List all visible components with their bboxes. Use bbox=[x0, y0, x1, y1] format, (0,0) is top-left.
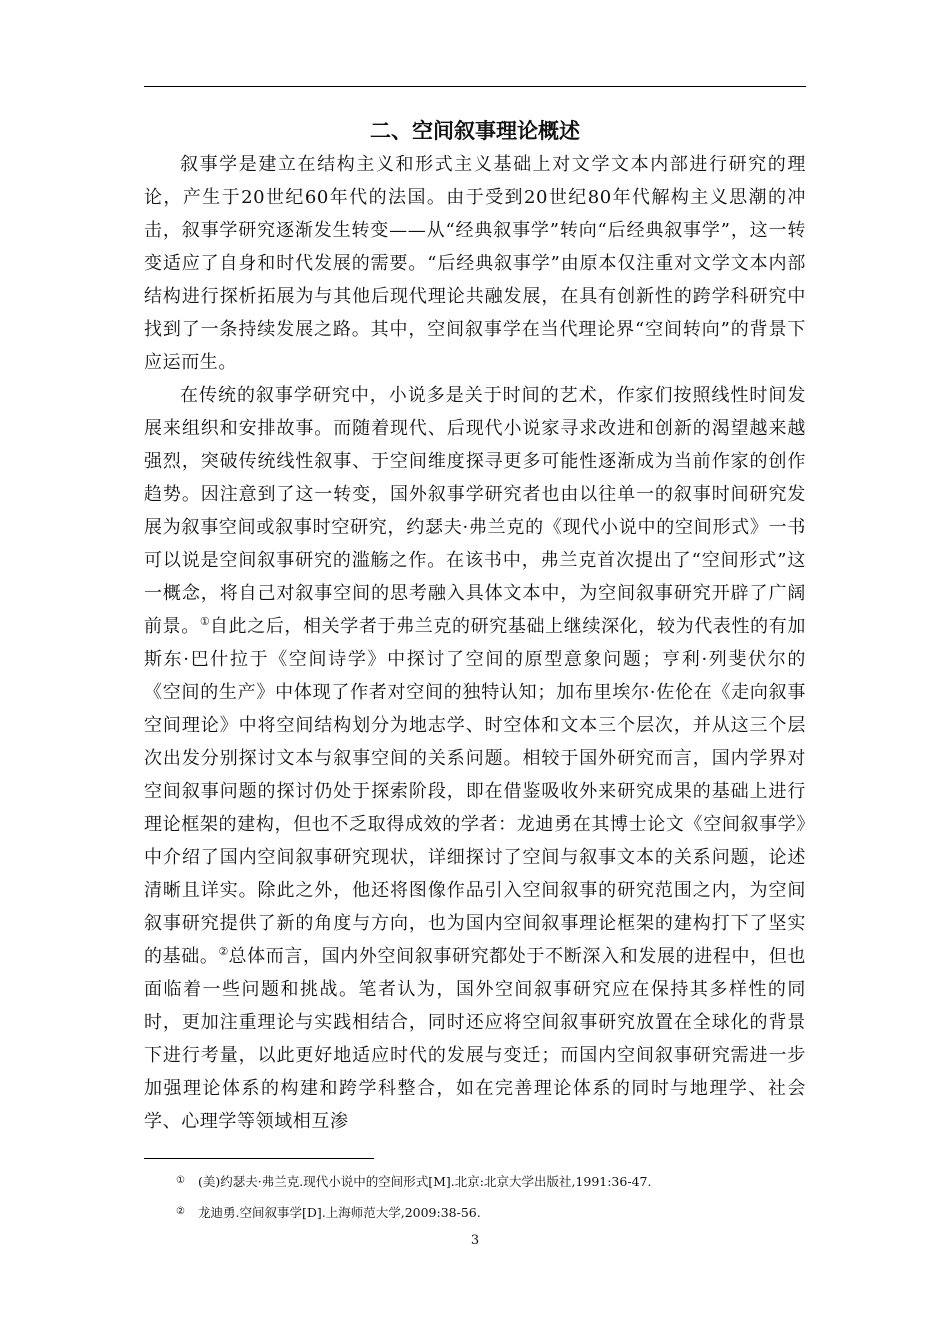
paragraph-text: 在传统的叙事学研究中，小说多是关于时间的艺术，作家们按照线性时间发展来组织和安排故事。而随着现代、后现代小说家寻求改进和创新的渴望越来越强烈，突破传统线性叙事、于空间维度探寻更多可能性逐渐成为当前作家的创作趋势。因注意到了这一转变，国外叙事学研究者也由以往单一的叙事时间研究发展为叙事空间或叙事时空研究，约瑟夫·弗兰克的《现代小说中的空间形式》一书可以说是空间叙事研究的滥觞之作。在该书中，弗兰克首次提出了“空间形式”这一概念，将自己对叙事空间的思考融入具体文本中，为空间叙事研究开辟了广阔前景。 bbox=[144, 385, 806, 637]
paragraph-text: 叙事学是建立在结构主义和形式主义基础上对文学文本内部进行研究的理论，产生于20世纪60年代的法国。由于受到20世纪80年代解构主义思潮的冲击，叙事学研究逐渐发生转变——从“经典叙事学”转向“后经典叙事学”，这一转变适应了自身和时代发展的需要。“后经典叙事学”由原本仅注重对文学文本内部结构进行探析拓展为与其他后现代理论共融发展，在具有创新性的跨学科研究中找到了一条持续发展之路。其中，空间叙事学在当代理论界“空间转向”的背景下应运而生。 bbox=[144, 154, 806, 373]
footnote-2 bbox=[176, 1203, 806, 1222]
section-title: 二、空间叙事理论概述 bbox=[370, 119, 580, 143]
paragraph-text: 总体而言，国内外空间叙事研究都处于不断深入和发展的进程中，但也面临着一些问题和挑战。笔者认为，国外空间叙事研究应在保持其多样性的同时，更加注重理论与实践相结合，同时还应将空间叙事研究放置在全球化的背景下进行考量，以此更好地适应时代的发展与变迁；而国内空间叙事研究需进一步加强理论体系的构建和跨学科整合，如在完善理论体系的同时与地理学、社会学、心理学等领域相互渗 bbox=[144, 946, 806, 1132]
footnote-mark: ① bbox=[176, 1175, 185, 1186]
body-text bbox=[144, 148, 806, 1138]
footnote-text: 龙迪勇.空间叙事学[D].上海师范大学,2009:38-56. bbox=[198, 1205, 481, 1220]
header-rule bbox=[144, 86, 806, 87]
footnote-mark: ② bbox=[176, 1206, 185, 1217]
paragraph-text: 自此之后，相关学者于弗兰克的研究基础上继续深化，较为代表性的有加斯东·巴什拉于《空间诗学》中探讨了空间的原型意象问题；亨利·列斐伏尔的《空间的生产》中体现了作者对空间的独特认知；加布里埃尔·佐伦在《走向叙事空间理论》中将空间结构划分为地志学、时空体和文本三个层次，并从这三个层次出发分别探讨文本与叙事空间的关系问题。相较于国外研究而言，国内学界对空间叙事问题的探讨仍处于探索阶段，即在借鉴吸收外来研究成果的基础上进行理论框架的建构，但也不乏取得成效的学者：龙迪勇在其博士论文《空间叙事学》中介绍了国内空间叙事研究现状，详细探讨了空间与叙事文本的关系问题，论述清晰且详实。除此之外，他还将图像作品引入空间叙事的研究范围之内，为空间叙事研究提供了新的角度与方向，也为国内空间叙事理论框架的建构打下了坚实的基础。 bbox=[144, 616, 806, 967]
footnotes bbox=[176, 1172, 806, 1234]
footnote-1 bbox=[176, 1172, 806, 1191]
footnote-text: (美)约瑟夫·弗兰克.现代小说中的空间形式[M].北京:北京大学出版社,1991:36-47. bbox=[198, 1174, 652, 1189]
page-number: 3 bbox=[470, 1233, 480, 1248]
footnote-ref-2[interactable]: ② bbox=[218, 945, 229, 958]
footnote-ref-1[interactable]: ① bbox=[199, 615, 210, 628]
paragraph-1 bbox=[144, 148, 806, 379]
footnote-separator bbox=[144, 1158, 374, 1159]
paragraph-2 bbox=[144, 379, 806, 1138]
